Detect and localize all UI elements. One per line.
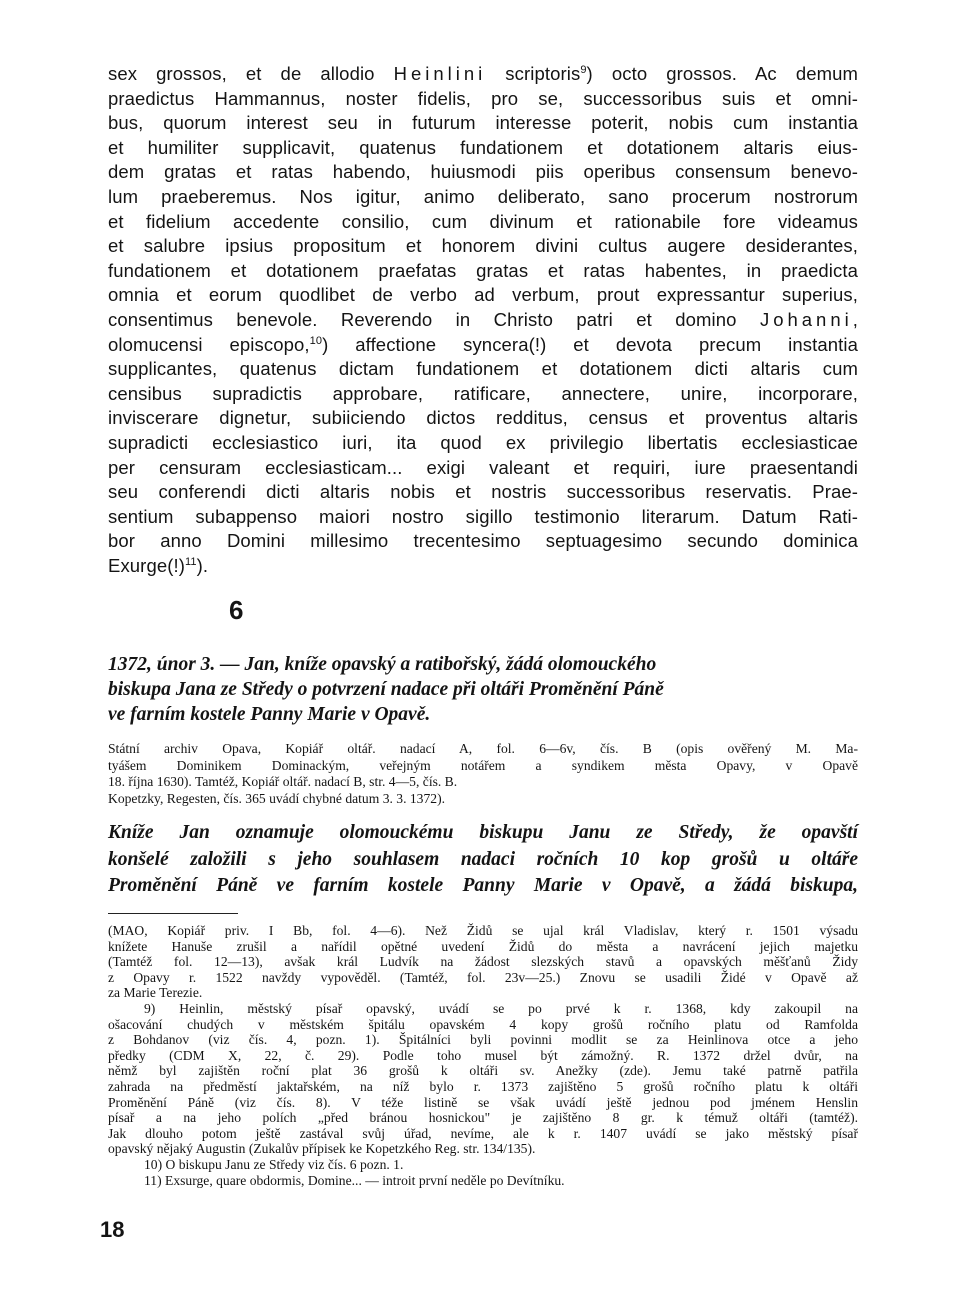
text-line: supplicantes, quatenus dictam fundationem et dotationem dicti altaris cum	[108, 358, 858, 380]
text-line: et fidelium accedente consilio, cum divinum et rationabile fore videamus	[108, 210, 858, 232]
source-line: 18. října 1630). Tamtéž, Kopiář oltář. nadací B, str. 4—5, čís. B.	[108, 774, 458, 789]
footnote-divider	[108, 913, 238, 914]
footnote-line: němž byl zajištěn roční plat 36 grošů k oltáři sv. Anežky (zde). Jemu také patrně patřila	[108, 1063, 858, 1079]
source-note	[108, 741, 858, 807]
footnote-ref: 10	[309, 334, 323, 347]
page-number: 18	[100, 1217, 125, 1242]
main-text	[108, 62, 858, 578]
source-line: tyášem Dominikem Dominackým, veřejným notářem a syndikem města Opavy, v Opavě	[108, 757, 858, 773]
footnote-line: ošacování chudých v městském špitálu opavském 4 kopy grošů ročního platu od Ramfolda	[108, 1016, 858, 1032]
text-line: consentimus benevole. Reverendo in Christo patri et domino Johanni,	[108, 308, 858, 330]
summary-line: Kníže Jan oznamuje olomouckému biskupu Janu ze Středy, že opavští	[108, 822, 858, 843]
footnote-line: 10) O biskupu Janu ze Středy viz čís. 6 pozn. 1.	[144, 1156, 404, 1172]
text-line: bor anno Domini millesimo trecentesimo septuagesimo secundo dominica	[108, 530, 858, 552]
text-line: Exurge(!)$^{11}$).	[108, 554, 209, 576]
footnote-line: Jak dlouho potom ještě zastával svůj úřad, nevíme, ale k r. 1407 uvádí se jako městský písař	[108, 1125, 858, 1141]
regest-line: ve farním kostele Panny Marie v Opavě.	[108, 704, 431, 725]
footnote-line: 9) Heinlin, městský písař opavský, uvádí se po prvé k r. 1368, kdy zakoupil na	[144, 1000, 858, 1016]
text-line: praedictus Hammannus, noster fidelis, pro se, successoribus suis et omni-	[108, 87, 858, 109]
text-line: omnia et eorum quodlibet de verbo ad verbum, prout expressantur superius,	[108, 284, 858, 306]
text-line: lum praeberemus. Nos igitur, animo deliberato, sano procerum nostrorum	[108, 185, 858, 207]
text-line: bus, quorum interest seu in futurum interesse poterit, nobis cum instantia	[108, 112, 858, 134]
footnote-ref: 9	[580, 64, 587, 76]
footnotes	[108, 923, 858, 1188]
text-line: olomucensi episcopo,$^{10}$) affectione syncera(!) et devota precum instantia	[108, 333, 858, 355]
footnote-ref: 11	[184, 555, 197, 568]
text-line: dem gratas et ratas habendo, huiusmodi piis operibus consensum benevo-	[108, 161, 858, 183]
footnote-line: (MAO, Kopiář priv. I Bb, fol. 4—6). Než Židů se ujal král Vladislav, který r. 1501 výsadu	[108, 923, 858, 938]
text-line: inviscerare dignetur, subiiciendo dictos redditus, census et proventus altaris	[108, 407, 858, 429]
text-line: et humiliter supplicavit, quatenus fundationem et dotationem altaris eius-	[108, 136, 858, 158]
footnote-line: (Tamtéž fol. 12—13), avšak král Ludvík na žádost slezských stavů a opavských měšťanů Židy	[108, 954, 858, 970]
footnote-line: Proměnění Páně (viz čís. 8). V téže listině se však uvádí ještě jednou pod jménem Henslin	[108, 1094, 858, 1110]
footnote-line: z Opavy r. 1522 navždy vypověděl. (Tamtéž, fol. 23v—25.) Znovu se usadili Židé v Opavě až	[108, 969, 858, 985]
regest-line: biskupa Jana ze Středy o potvrzení nadace při oltáři Proměnění Páně	[108, 679, 664, 700]
text-line: sentium subappenso maiori nostro sigillo testimonio literarum. Datum Rati-	[108, 505, 858, 527]
footnote-line: knížete Hanuše zrušil a nařídil opětné uvedení Židů do města a navrácení jejich majetku	[108, 938, 858, 954]
footnote-line: předky (CDM X, 22, č. 29). Podle toho musel být zámožný. R. 1372 držel dvůr, na	[108, 1047, 858, 1063]
footnote-line: za Marie Terezie.	[108, 985, 203, 1001]
regest-heading	[108, 652, 858, 727]
source-line: Kopetzky, Regesten, čís. 365 uvádí chybné datum 3. 3. 1372).	[108, 790, 446, 806]
text-line: sex grossos, et de allodio Heinlini scriptoris$^9$) octo grossos. Ac demum	[108, 63, 859, 84]
text-line: seu conferendi dicti altaris nobis et nostris successoribus reservatis. Prae-	[108, 481, 858, 503]
footnote-line: opavský nějaký Augustin (Zukalův přípisek ke Kopetzkého Reg. str. 134/135).	[108, 1141, 536, 1157]
document-number: 6	[229, 595, 244, 625]
text-line: et salubre ipsius propositum et honorem divini cultus augere desiderantes,	[108, 235, 858, 257]
text-line: per censuram ecclesiasticam... exigi valeant et requiri, iure praesentandi	[108, 456, 858, 478]
name-spaced: Johanni	[759, 308, 853, 330]
document-summary	[108, 820, 858, 900]
summary-line: konšelé založili s jeho souhlasem nadaci ročních 10 kop grošů u oltáře	[108, 848, 858, 870]
regest-line: 1372, únor 3. — Jan, kníže opavský a ratibořský, žádá olomouckého	[108, 654, 657, 675]
text-line: fundationem et dotationem praefatas gratas et ratas habentes, in praedicta	[108, 259, 858, 281]
summary-line: Proměnění Páně ve farním kostele Panny Marie v Opavě, a žádá biskupa,	[108, 875, 858, 896]
footnote-line: z Bohdanov (viz čís. 4, pozn. 1). Špitálníci byli povinni modlit se za Heinlinova otce a jeho	[108, 1032, 858, 1048]
footnote-line: zahrada na předměstí jaktařském, na níž bylo r. 1373 zajištěno 5 grošů ročního platu k oltáři	[108, 1078, 858, 1094]
source-line: Státní archiv Opava, Kopiář oltář. nadací A, fol. 6—6v, čís. B (opis ověřený M. Ma-	[108, 741, 858, 756]
footnote-line: 11) Exsurge, quare obdormis, Domine... — introit první neděle po Devítníku.	[144, 1172, 565, 1188]
text-line: censibus supradictis approbare, ratificare, annectere, unire, incorporare,	[108, 382, 858, 404]
name-spaced: Heinlini	[393, 63, 487, 84]
footnote-line: písař a na jeho polích „před bránou hosnickou" je zajištěno 8 gr. k témuž oltáři (tamtéž).	[108, 1110, 858, 1126]
text-line: supradicti ecclesiastico iuri, ita quod ex privilegio libertatis ecclesiasticae	[108, 431, 858, 453]
